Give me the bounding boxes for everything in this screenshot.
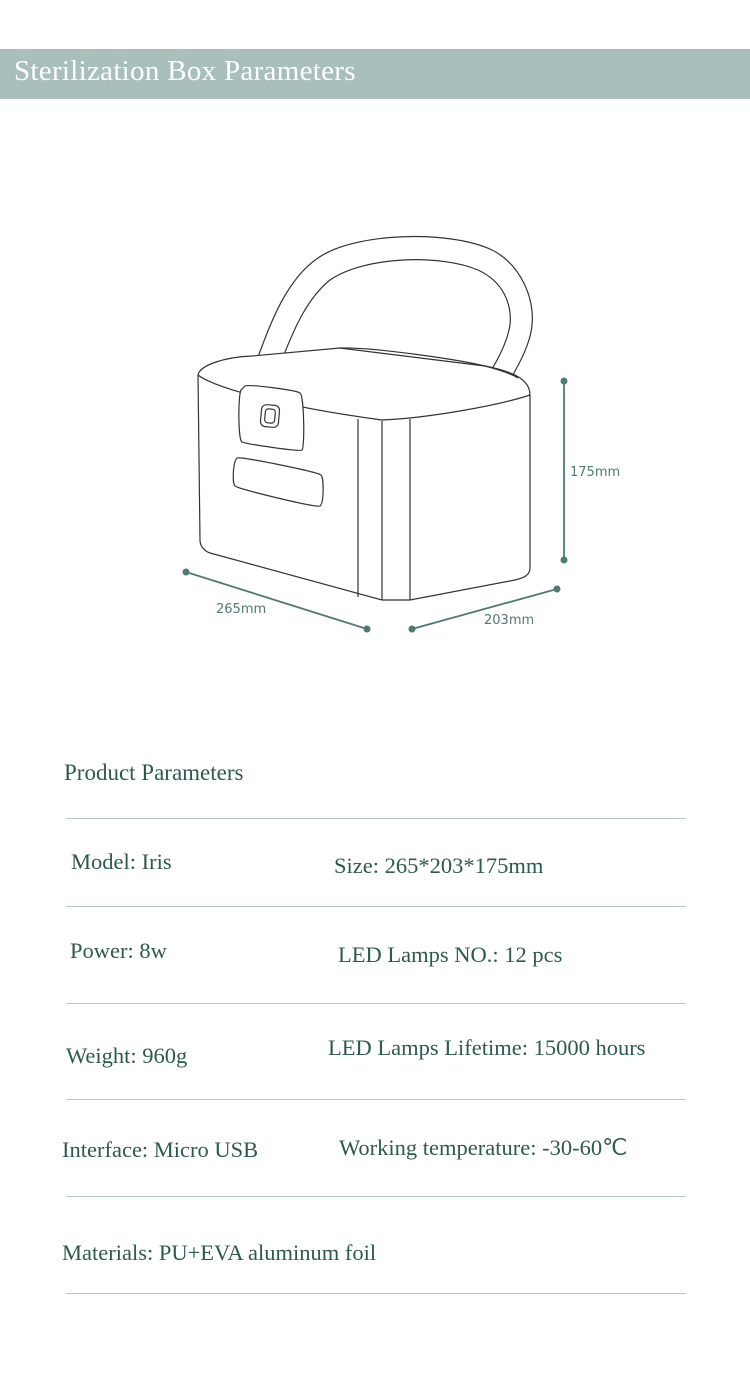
param-working-temperature: Working temperature: -30-60℃ [339,1135,628,1160]
param-size: Size: 265*203*175mm [334,853,544,878]
divider [66,906,686,907]
divider [66,1099,686,1100]
length-label: 265mm [216,602,267,617]
divider [66,1293,686,1294]
param-weight: Weight: 960g [66,1043,188,1068]
dimension-height [561,378,621,564]
divider [66,1196,686,1197]
param-interface: Interface: Micro USB [62,1137,259,1162]
parameters-title: Product Parameters [64,760,244,785]
param-power: Power: 8w [70,938,167,963]
param-model: Model: Iris [71,849,172,874]
param-materials: Materials: PU+EVA aluminum foil [62,1240,377,1265]
param-led-lamps: LED Lamps NO.: 12 pcs [338,942,563,967]
divider [66,818,686,819]
width-label: 203mm [484,613,535,628]
banner-title: Sterilization Box Parameters [14,55,356,87]
height-label: 175mm [570,465,621,480]
param-led-lifetime: LED Lamps Lifetime: 15000 hours [328,1035,646,1060]
divider [66,1003,686,1004]
box-body [198,348,530,600]
